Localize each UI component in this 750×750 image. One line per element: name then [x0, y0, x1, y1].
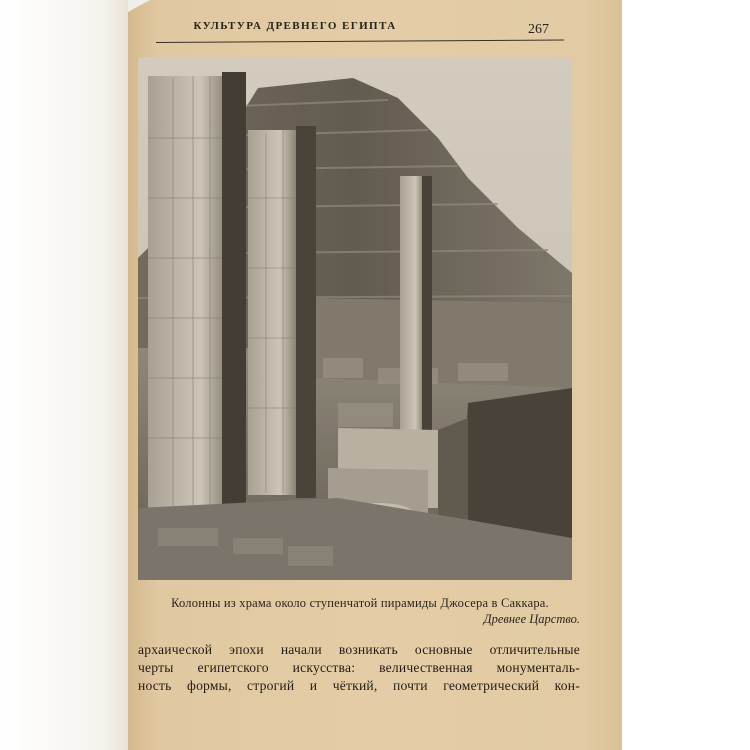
photograph-djoser-columns [138, 58, 572, 580]
background-surface [0, 0, 128, 750]
photograph-illustration [138, 58, 572, 580]
body-line: черты египетского искусства: величественная монументаль- [138, 660, 580, 675]
body-paragraph [138, 641, 580, 695]
figure-caption-period: Древнее Царство. [483, 612, 580, 626]
body-line: архаической эпохи начали возникать основные отличительные [138, 642, 580, 657]
figure-caption: Колонны из храма около ступенчатой пирамиды Джосера в Саккара. [171, 596, 549, 610]
body-line: ность формы, строгий и чёткий, почти геометрический кон- [138, 678, 580, 693]
page-number: 267 [528, 22, 549, 37]
running-head: КУЛЬТУРА ДРЕВНЕГО ЕГИПТА [193, 20, 397, 32]
